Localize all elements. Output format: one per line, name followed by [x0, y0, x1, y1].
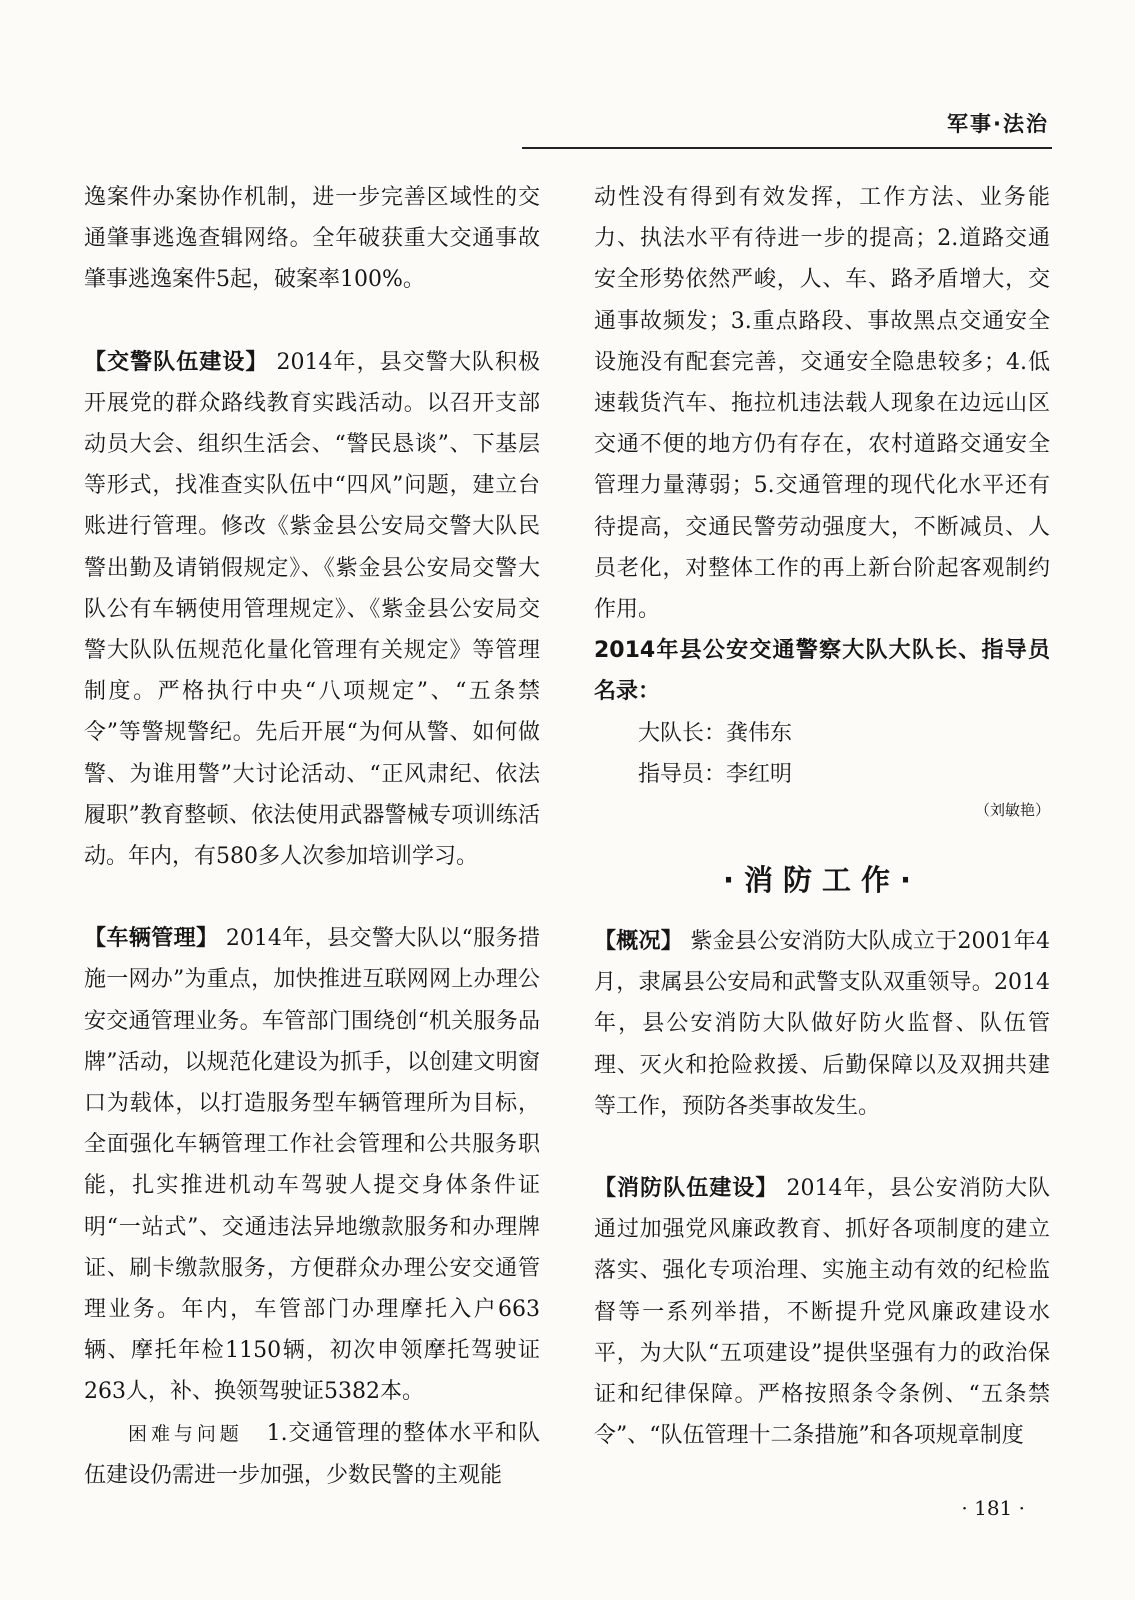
fire-overview-heading: 【概况】 — [594, 929, 684, 955]
paragraph-gap — [594, 825, 1050, 845]
page-number: · 181 · — [961, 1496, 1025, 1520]
header-rule — [522, 147, 1052, 149]
vehicle-management-body: 2014年，县交警大队以“服务措施一网办”为重点，加快推进互联网网上办理公安交通管理业务。车管部门围绕创“机关服务品牌”活动，以规范化建设为抓手，以创建文明窗口为载体，以打造服务型车辆管理所为目标，全面强化车辆管理工作社会管理和公共服务职能，扎实推进机动车驾驶人提交身体条件证明“一站式”、交通违法异地缴款服务和办理牌证、刷卡缴款服务，方便群众办理公安交通管理业务。年内，车管部门办理摩托入户663辆、摩托年检1150辆，初次申领摩托驾驶证263人，补、换领驾驶证5382本。 — [84, 926, 540, 1405]
right-column — [594, 177, 1050, 1456]
problems-label: 困难与问题 — [128, 1422, 243, 1445]
author-signature: （刘敏艳） — [974, 801, 1050, 820]
vehicle-management-paragraph — [84, 918, 540, 1412]
traffic-team-paragraph — [84, 342, 540, 878]
fire-overview-body: 紫金县公安消防大队成立于2001年4月，隶属县公安局和武警支队双重领导。2014年，县公安消防大队做好防火监督、队伍管理、灭火和抢险救援、后勤保障以及双拥共建等工作，预防各类事故发生。 — [594, 929, 1050, 1119]
roster-leader: 大队长：龚伟东 — [638, 720, 793, 746]
fire-section-title: ·消防工作· — [722, 863, 922, 898]
running-header-section: 军事·法治 — [947, 112, 1049, 136]
roster-heading: 2014年县公安交通警察大队大队长、指导员名录： — [594, 638, 1050, 705]
paragraph-gap — [84, 877, 540, 918]
fire-team-body: 2014年，县公安消防大队通过加强党风廉政教育、抓好各项制度的建立落实、强化专项治理、实施主动有效的纪检监督等一系列举措，不断提升党风廉政建设水平，为大队“五项建设”提供坚强有力的政治保证和纪律保障。严格按照条令条例、“五条禁令”、“队伍管理十二条措施”和各项规章制度 — [594, 1176, 1050, 1449]
traffic-team-body: 2014年，县交警大队积极开展党的群众路线教育实践活动。以召开支部动员大会、组织生活会、“警民恳谈”、下基层等形式，找准查实队伍中“四风”问题，建立台账进行管理。修改《紫金县公安局交警大队民警出勤及请销假规定》、《紫金县公安局交警大队公有车辆使用管理规定》、《紫金县公安局交警大队队伍规范化量化管理有关规定》等管理制度。严格执行中央“八项规定”、“五条禁令”等警规警纪。先后开展“为何从警、如何做警、为谁用警”大讨论活动、“正风肃纪、依法履职”教育整顿、依法使用武器警械专项训练活动。年内，有580多人次参加培训学习。 — [84, 349, 540, 870]
paragraph-gap — [84, 301, 540, 342]
problems-paragraph — [84, 1413, 540, 1496]
left-column — [84, 177, 540, 1496]
traffic-team-heading: 【交警队伍建设】 — [84, 349, 269, 375]
roster-instructor: 指导员：李红明 — [638, 761, 793, 787]
left-continuation-paragraph: 逸案件办案协作机制，进一步完善区域性的交通肇事逃逸查辑网络。全年破获重大交通事故肇事逃逸案件5起，破案率100%。 — [84, 185, 540, 293]
problems-body: 1.交通管理的整体水平和队伍建设仍需进一步加强，少数民警的主观能 — [84, 1420, 540, 1488]
vehicle-management-heading: 【车辆管理】 — [84, 926, 219, 952]
paragraph-gap — [594, 1127, 1050, 1168]
fire-overview-paragraph — [594, 921, 1050, 1127]
fire-team-heading: 【消防队伍建设】 — [594, 1176, 779, 1202]
right-continuation-paragraph: 动性没有得到有效发挥，工作方法、业务能力、执法水平有待进一步的提高；2.道路交通安全形势依然严峻，人、车、路矛盾增大，交通事故频发；3.重点路段、事故黑点交通安全设施没有配套完善，交通安全隐患较多；4.低速载货汽车、拖拉机违法载人现象在边远山区交通不便的地方仍有存在，农村道路交通安全管理力量薄弱；5.交通管理的现代化水平还有待提高，交通民警劳动强度大，不断减员、人员老化，对整体工作的再上新台阶起客观制约作用。 — [594, 185, 1050, 623]
fire-team-paragraph — [594, 1168, 1050, 1456]
